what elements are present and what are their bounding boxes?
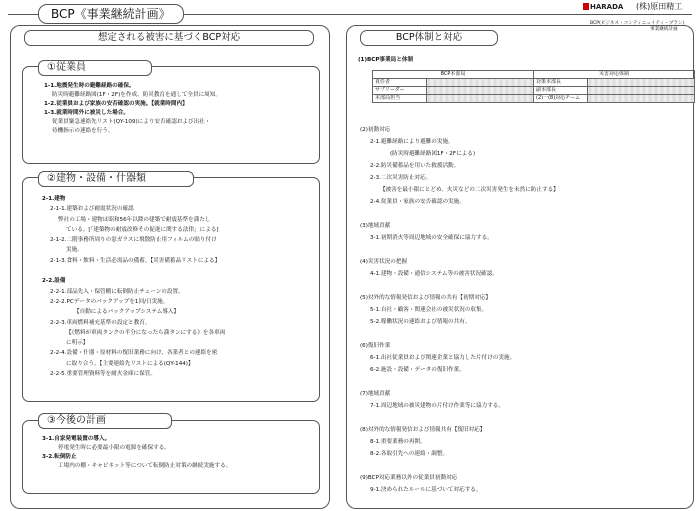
text-line: 防災時避難経路図(1F・2F)を作成、防災教育を通して全員に周知。 (52, 92, 221, 98)
table-header-disaster: 災害対応体制 (534, 71, 695, 79)
text-line: 7-1.周辺地域の被災建物の片付け作業等に協力する。 (370, 403, 504, 409)
text-line: 3-1.初期消火等周辺地域の安全確保に協力する。 (370, 235, 493, 241)
text-line: 2-2.設備 (42, 278, 66, 285)
text-line: (2)初動対応 (360, 127, 391, 133)
left-panel-heading: 想定される被害に基づくBCP対応 (24, 30, 314, 46)
text-line: (3)地域貢献 (360, 223, 391, 229)
spacer (360, 376, 559, 388)
text-line: (9)BCP対応業務以外の従業員初動対応 (360, 475, 458, 481)
redacted-cell (588, 95, 695, 103)
text-line: 従業員緊急連絡先リスト(QY-109)により安否確認および出社・ (52, 119, 211, 125)
section-employees-title: ①従業員 (38, 60, 152, 76)
spacer (360, 412, 559, 424)
redacted-cell (588, 79, 695, 87)
text-line: (5)対外的な情報発信および情報の共有【初期対応】 (360, 295, 491, 301)
text-line: 6-2.施設・設備・データの復旧作業。 (370, 367, 465, 373)
redacted-cell (427, 95, 534, 103)
text-line: 2-2-4.設備・什器・原材料の復旧業務に向け、各業者との連絡を密 (50, 350, 218, 357)
spacer (360, 244, 559, 256)
text-line: 2-4.従業員・家族の安否確認の実施。 (370, 199, 465, 205)
bcp-structure-heading: (1)BCP事業局と体制 (358, 57, 414, 63)
text-line: 2-1-3.食料・飲料・生活必需品の備蓄。【災害備蓄品リストによる】 (50, 257, 221, 264)
spacer (42, 266, 225, 276)
page-title: BCP《事業継続計画》 (38, 4, 184, 24)
bcp-note-sub: 事業継続計画 (650, 27, 678, 32)
spacer (360, 280, 559, 292)
text-line: 2-3.二次災害防止対応。 (370, 175, 432, 181)
text-line: 【《燃料が車両タンクの半分になったら満タンにする》を各車両 (66, 329, 226, 336)
redacted-cell (427, 87, 534, 95)
table-cell: 責任者 (373, 79, 427, 87)
table-header-bcp: BCP本部局 (373, 71, 534, 79)
table-cell: サブリーダー (373, 87, 427, 95)
text-line: 4-1.建物・設備・通信システム等の被害状況確認。 (370, 271, 498, 277)
text-line: 2-1.避難経路により避難の実施。 (370, 139, 454, 145)
redacted-cell (427, 79, 534, 87)
section-buildings-title: ②建物・設備・什器類 (38, 171, 194, 187)
text-line: 【被害を最小限にとどめ、火災などの二次災害発生を未然に防止する】 (380, 187, 559, 193)
text-line: 2-1-2.二階事務所周りの窓ガラスに飛散防止用フィルムの貼り付け (50, 237, 217, 244)
text-line: 1-3.就業時間外に被災した場合。 (44, 110, 129, 116)
text-line: (8)対外的な情報発信および情報共有【復旧対応】 (360, 427, 486, 433)
text-line: 8-1.重要業務の再開。 (370, 439, 426, 445)
text-line: (4)災害状況の把握 (360, 259, 408, 265)
text-line: 【自動によるバックアップシステム導入】 (74, 309, 180, 316)
text-line: (防災時避難経路図1F・2Fによる) (390, 151, 476, 157)
text-line: 5-1.自社・顧客・関連会社の被災状況の収集。 (370, 307, 488, 313)
text-line: (6)復旧作業 (360, 343, 391, 349)
text-line: 5-2.稼働状況の連絡および情報の共有。 (370, 319, 471, 325)
section-future-plans-title: ③今後の計画 (38, 413, 172, 429)
text-line: 3-1.自家発電装置の導入。 (42, 436, 111, 442)
logo-mark-icon (583, 3, 589, 10)
text-line: 2-2-2.PCデータのバックアップを1回/日実施。 (50, 298, 169, 305)
text-line: 停電発生時に必要最小限の電源を確保する。 (58, 445, 170, 451)
harada-logo: HARADA (583, 3, 623, 12)
text-line: に明示】 (66, 340, 89, 347)
text-line: 2-2-1.部品先入・保管棚に転倒防止チェーンの設置。 (50, 288, 184, 295)
table-cell: 対策本部長 (534, 79, 588, 87)
text-line: 3-2.転倒防止 (42, 454, 77, 460)
text-line: 1-1.地震発生時の避難経路の確保。 (44, 83, 135, 89)
text-line: 工場内の棚・キャビネット等について転倒防止対策の継続実施する。 (58, 463, 232, 469)
table-cell: 本部局担当 (373, 95, 427, 103)
text-line: 実施。 (66, 247, 83, 254)
spacer (360, 208, 559, 220)
company-name: (株)原田精工 (636, 2, 683, 11)
text-line: 2-2-3.車両燃料補充基準の設定と教育。 (50, 319, 151, 326)
text-line: 1-2.従業員および家族の安否確認の実施。【就業時間内】 (44, 101, 188, 107)
text-line: に取り合う。【主要連絡先リストによる(QY-144)】 (66, 360, 194, 367)
spacer (360, 460, 559, 472)
text-line: 2-2.防災備蓄品を用いた救援活動。 (370, 163, 460, 169)
text-line: 2-2-5.重要管理資料等を耐火金庫に保管。 (50, 371, 156, 378)
text-line: 8-2.各取引先への連絡・調整。 (370, 451, 449, 457)
text-line: 弊社の工場・建物は昭和56年以降の建築で耐震基準を満たし (58, 216, 211, 223)
text-line: 9-1.決められたルールに基づいて対応する。 (370, 487, 482, 493)
redacted-cell (588, 87, 695, 95)
text-line: ている。[「建築物の耐震改修その促進に関する法律」による] (66, 226, 219, 233)
right-panel-heading: BCP体制と対応 (360, 30, 498, 46)
text-line: 2-1-1.建築および耐震状況の確認 (50, 206, 134, 213)
table-cell: 副本部長 (534, 87, 588, 95)
spacer (360, 328, 559, 340)
text-line: (7)地域貢献 (360, 391, 391, 397)
text-line: 2-1.建物 (42, 196, 66, 202)
bcp-structure-table (372, 70, 695, 103)
bcp-note: BCP(ビジネス・コンティニュイティ・プラン) (590, 21, 685, 26)
text-line: 待機指示の連絡を行う。 (52, 128, 114, 134)
text-line: 6-1.出社従業員および関連企業と協力した片付けの実施。 (370, 355, 516, 361)
table-cell: (2)一(8)対応チーム (534, 95, 588, 103)
